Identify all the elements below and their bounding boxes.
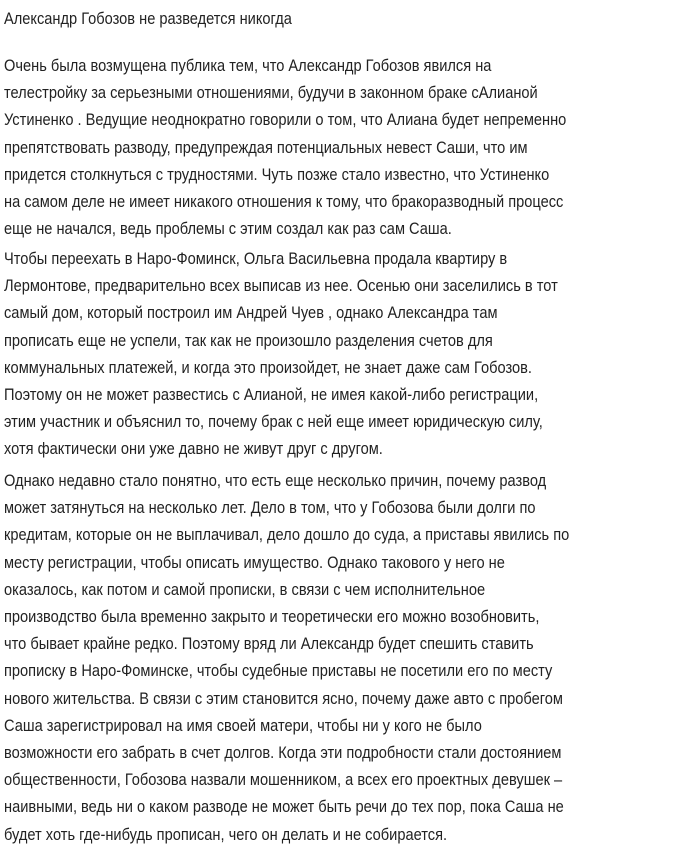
text-line: нового жительства. В связи с этим становится ясно, почему даже авто с пробегом	[4, 688, 563, 708]
text-line: прописку в Наро-Фоминске, чтобы судебные приставы не посетили его по месту	[4, 661, 553, 681]
article-title: Александр Гобозов не разведется никогда	[4, 9, 292, 28]
text-line: самый дом, который построил им Андрей Чуев , однако Александра там	[4, 303, 498, 323]
text-line: телестройку за серьезными отношениями, будучи в законном браке сАлианой	[4, 83, 538, 103]
text-line: этим участник и объяснил то, почему брак с ней еще имеет юридическую силу,	[4, 412, 543, 432]
text-line: будет хоть где-нибудь прописан, чего он делать и не собирается.	[4, 824, 448, 844]
paragraph-3	[4, 467, 569, 848]
text-line: кредитам, которые он не выплачивал, дело дошло до суда, а приставы явились по	[4, 525, 570, 545]
text-line: Устиненко . Ведущие неоднократно говорили о том, что Алиана будет непременно	[4, 110, 567, 130]
text-line: что бывает крайне редко. Поэтому вряд ли Александр будет спешить ставить	[4, 634, 534, 654]
text-line: препятствовать разводу, предупреждая потенциальных невест Саши, что им	[4, 137, 528, 157]
text-line: Саша зарегистрировал на имя своей матери, чтобы ни у кого не было	[4, 715, 482, 735]
text-line: еще не начался, ведь проблемы с этим создал как раз сам Саша.	[4, 219, 452, 239]
text-line: прописать еще не успели, так как не произошло разделения счетов для	[4, 330, 493, 350]
text-line: Однако недавно стало понятно, что есть еще несколько причин, почему развод	[4, 471, 547, 490]
text-line: общественности, Гобозова назвали мошенником, а всех его проектных девушек –	[4, 770, 563, 790]
text-line: Поэтому он не может развестись с Алианой, не имея какой-либо регистрации,	[4, 385, 539, 405]
paragraph-1	[4, 52, 566, 242]
text-line: хотя фактически они уже давно не живут друг с другом.	[4, 439, 383, 459]
text-line: на самом деле не имеет никакого отношения к тому, что бракоразводный процесс	[4, 192, 564, 212]
text-line: Очень была возмущена публика тем, что Александр Гобозов явился на	[4, 56, 492, 75]
paragraph-2	[4, 245, 558, 463]
text-line: придется столкнуться с трудностями. Чуть позже стало известно, что Устиненко	[4, 164, 550, 184]
text-line: оказалось, как потом и самой прописки, в связи с чем исполнительное	[4, 579, 486, 599]
text-line: Чтобы переехать в Наро-Фоминск, Ольга Васильевна продала квартиру в	[4, 249, 508, 268]
text-line: коммунальных платежей, и когда это произойдет, не знает даже сам Гобозов.	[4, 357, 532, 377]
text-line: Лермонтове, предварительно всех выписав из нее. Осенью они заселились в тот	[4, 276, 558, 296]
text-line: месту регистрации, чтобы описать имущество. Однако такового у него не	[4, 552, 505, 572]
text-line: наивными, ведь ни о каком разводе не может быть речи до тех пор, пока Саша не	[4, 797, 564, 817]
text-line: производство была временно закрыто и теоретически его можно возобновить,	[4, 607, 540, 627]
text-line: возможности его забрать в счет долгов. Когда эти подробности стали достоянием	[4, 743, 562, 763]
text-line: может затянуться на несколько лет. Дело в том, что у Гобозова были долги по	[4, 498, 536, 518]
